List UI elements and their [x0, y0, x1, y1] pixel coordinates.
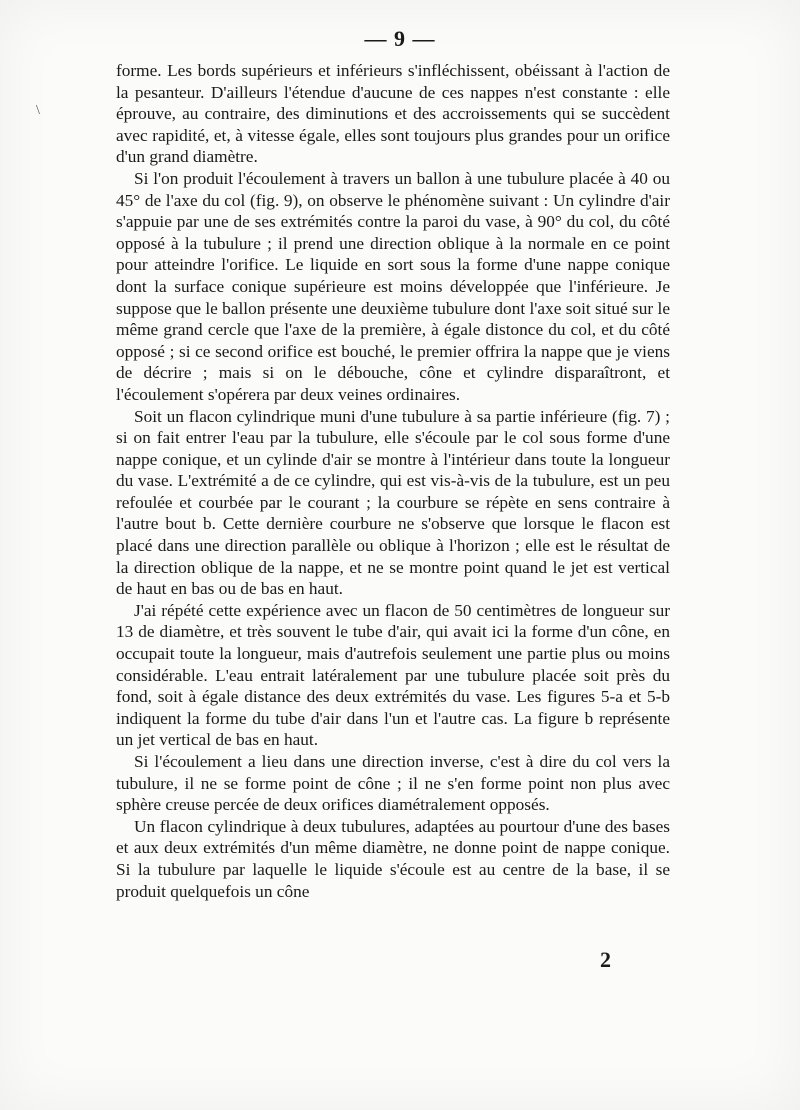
paragraph: Si l'écoulement a lieu dans une direction inverse, c'est à dire du col vers la tubulure, il ne se forme point de cône ; il ne s'en forme point non plus avec sphère creuse percée de deux orifices diamétralement opposés. — [116, 752, 670, 815]
paragraph: J'ai répété cette expérience avec un flacon de 50 centimètres de longueur sur 13 de diamètre, et très souvent le tube d'air, qui avait ici la forme d'un cône, en occupait toute la longueur, mais d'autrefois seulement une partie plus ou moins considérable. L'eau entrait latéralement par une tubulure placée soit près du fond, soit à égale distance des deux extrémités du vase. Les figures 5-a et 5-b indiquent la forme du tube d'air dans l'un et l'autre cas. La figure b représente un jet vertical de bas en haut. — [116, 600, 670, 750]
paragraph: forme. Les bords supérieurs et inférieurs s'infléchissent, obéissant à l'action de la pesanteur. D'ailleurs l'étendue d'aucune de ces nappes n'est constante : elle éprouve, au contraire, des diminutions et des accroissements qui se succèdent avec rapidité, et, à vitesse égale, elles sont toujours plus grandes pour un orifice d'un grand diamètre. — [116, 61, 670, 167]
margin-mark: \ — [36, 103, 40, 118]
paragraph: Si l'on produit l'écoulement à travers un ballon à une tubulure placée à 40 ou 45° de l'axe du col (fig. 9), on observe le phénomène suivant : Un cylindre d'air s'appuie par une de ses extrémités contre la paroi du vase, à 90° du col, du côté opposé à la tubulure ; il prend une direction oblique à la normale en ce point pour atteindre l'orifice. Le liquide en sort sous la forme d'une nappe conique dont la surface conique supérieure est moins développée que l'inférieure. Je suppose que le ballon présente une deuxième tubulure dont l'axe soit situé sur le même grand cercle que l'axe de la première, à égale distonce du col, et du côté opposé ; si ce second orifice est bouché, le premier offrira la nappe que je viens de décrire ; mais si on le débouche, cône et cylindre disparaîtront, et l'écoulement s'opérera par deux veines ordinaires. — [116, 168, 670, 404]
paragraph: Soit un flacon cylindrique muni d'une tubulure à sa partie inférieure (fig. 7) ; si on fait entrer l'eau par la tubulure, elle s'écoule par le col sous forme d'une nappe conique, et un cylinde d'air se montre à l'intérieur dans toute la longueur du vase. L'extrémité a de ce cylindre, qui est vis-à-vis de la tubulure, est un peu refoulée et courbée par le courant ; la courbure se répète en sens contraire à l'autre bout b. Cette dernière courbure ne s'observe que lorsque le flacon est placé dans une direction parallèle ou oblique à l'horizon ; elle est le résultat de la direction oblique de la nappe, et ne se montre point quand le jet est vertical de haut en bas ou de bas en haut. — [116, 406, 670, 599]
body-text — [116, 60, 670, 902]
signature-mark: 2 — [600, 947, 611, 972]
paragraph: Un flacon cylindrique à deux tubulures, adaptées au pourtour d'une des bases et aux deux extrémités d'un même diamètre, ne donne point de nappe conique. Si la tubulure par laquelle le liquide s'écoule est au centre de la base, il se produit quelquefois un cône — [116, 816, 670, 901]
page-number: — 9 — — [364, 26, 436, 51]
